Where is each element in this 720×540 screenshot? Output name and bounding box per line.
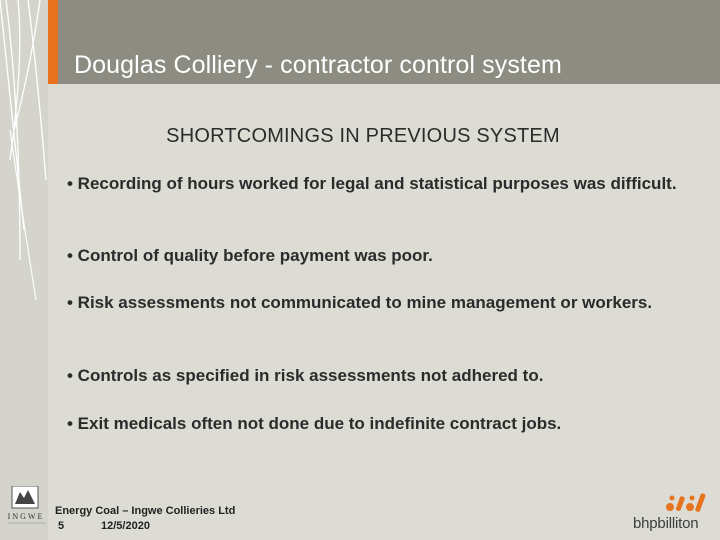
header-bar xyxy=(58,0,720,84)
bhp-logo-text: bhpbilliton xyxy=(633,515,699,532)
bullet-item: • Recording of hours worked for legal and statistical purposes was difficult. xyxy=(67,174,677,193)
bullet-item: • Exit medicals often not done due to indefinite contract jobs. xyxy=(67,414,562,433)
ingwe-logo xyxy=(6,486,48,531)
page-number: 5 xyxy=(58,520,65,532)
bullet-item: • Controls as specified in risk assessments not adhered to. xyxy=(67,366,544,385)
section-heading: SHORTCOMINGS IN PREVIOUS SYSTEM xyxy=(166,125,560,147)
svg-text:INGWE: INGWE xyxy=(7,512,45,521)
footer-date: 12/5/2020 xyxy=(101,520,150,532)
decorative-lines xyxy=(0,0,48,540)
decorative-left-strip xyxy=(0,0,48,540)
footer-company: Energy Coal – Ingwe Collieries Ltd xyxy=(55,505,236,517)
slide-title: Douglas Colliery - contractor control system xyxy=(74,51,562,79)
bullet-item: • Control of quality before payment was poor. xyxy=(67,246,433,265)
bullet-item: • Risk assessments not communicated to mine management or workers. xyxy=(67,293,653,312)
accent-bar xyxy=(48,0,58,84)
